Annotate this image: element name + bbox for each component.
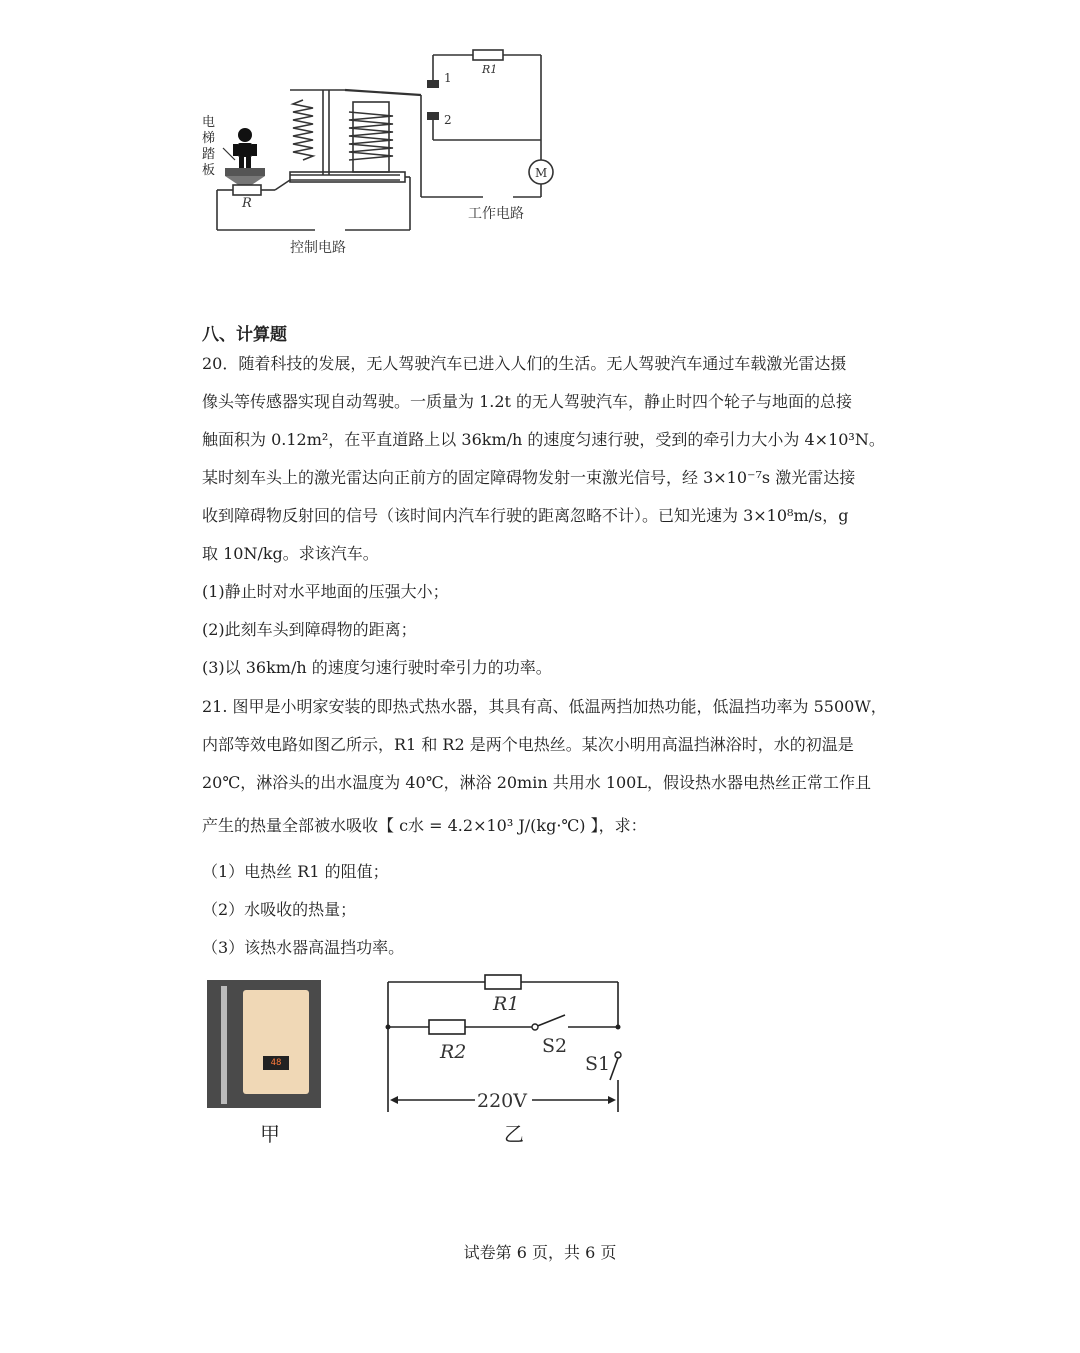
- label-control-circuit: 控制电路: [290, 240, 346, 256]
- label-s1: S1: [585, 1053, 611, 1075]
- pressure-resistor-r: [233, 185, 261, 195]
- q21-subquestion: （1）电热丝 R1 的阻值；: [202, 862, 389, 881]
- label-voltage: 220V: [477, 1090, 527, 1112]
- label-r1-bottom: R1: [493, 993, 520, 1015]
- label-r: R: [242, 196, 252, 211]
- label-yi: 乙: [504, 1122, 524, 1146]
- q20-line: 取 10N/kg。求该汽车。: [202, 544, 379, 563]
- q21-line: 产生的热量全部被水吸收【 c水 = 4.2×10³ J/(kg·℃) 】，求：: [202, 816, 647, 835]
- label-elevator-pedal: 电梯踏板: [202, 115, 216, 178]
- q20-subquestion: (2)此刻车头到障碍物的距离；: [202, 620, 417, 639]
- q20-subquestion: (1)静止时对水平地面的压强大小；: [202, 582, 449, 601]
- r2-resistor: [429, 1020, 465, 1034]
- elevator-relay-circuit-diagram: [195, 40, 575, 265]
- label-r2: R2: [440, 1041, 467, 1063]
- heater-circuit-diagram: [380, 970, 640, 1120]
- q20-line: 触面积为 0.12m²，在平直道路上以 36km/h 的速度匀速行驶，受到的牵引力大小为 4×10³N。: [202, 430, 885, 449]
- label-s2: S2: [542, 1035, 568, 1057]
- label-jia: 甲: [260, 1122, 280, 1146]
- r1-resistor: [473, 50, 503, 60]
- q20-line: 20．随着科技的发展，无人驾驶汽车已进入人们的生活。无人驾驶汽车通过车载激光雷达摄: [202, 354, 847, 373]
- q20-line: 像头等传感器实现自动驾驶。一质量为 1.2t 的无人驾驶汽车，静止时四个轮子与地面的总接: [202, 392, 853, 411]
- q21-line: 20℃，淋浴头的出水温度为 40℃，淋浴 20min 共用水 100L，假设热水器电热丝正常工作且: [202, 773, 871, 792]
- section-title: 八、计算题: [202, 325, 287, 345]
- label-motor: M: [535, 166, 548, 180]
- heater-display: 48: [263, 1056, 289, 1070]
- label-work-circuit: 工作电路: [468, 206, 524, 222]
- r1-resistor-bottom: [485, 975, 521, 989]
- q21-subquestion: （3）该热水器高温挡功率。: [202, 938, 405, 957]
- label-contact-2: 2: [444, 113, 452, 127]
- q21-line: 内部等效电路如图乙所示，R1 和 R2 是两个电热丝。某次小明用高温挡淋浴时，水的初温是: [202, 735, 854, 754]
- q21-subquestion: （2）水吸收的热量；: [202, 900, 357, 919]
- label-contact-1: 1: [444, 71, 452, 85]
- q20-subquestion: (3)以 36km/h 的速度匀速行驶时牵引力的功率。: [202, 658, 552, 677]
- page-footer: 试卷第 6 页，共 6 页: [463, 1243, 617, 1262]
- label-r1-top: R1: [482, 63, 498, 76]
- q20-line: 收到障碍物反射回的信号（该时间内汽车行驶的距离忽略不计）。已知光速为 3×10⁸m/s，g: [202, 506, 849, 525]
- water-heater-photo: [207, 980, 321, 1108]
- person-icon: [233, 128, 257, 168]
- q21-line: 21. 图甲是小明家安装的即热式热水器，其具有高、低温两挡加热功能，低温挡功率为 5500W，: [202, 697, 887, 716]
- q20-line: 某时刻车头上的激光雷达向正前方的固定障碍物发射一束激光信号，经 3×10⁻⁷s 激光雷达接: [202, 468, 856, 487]
